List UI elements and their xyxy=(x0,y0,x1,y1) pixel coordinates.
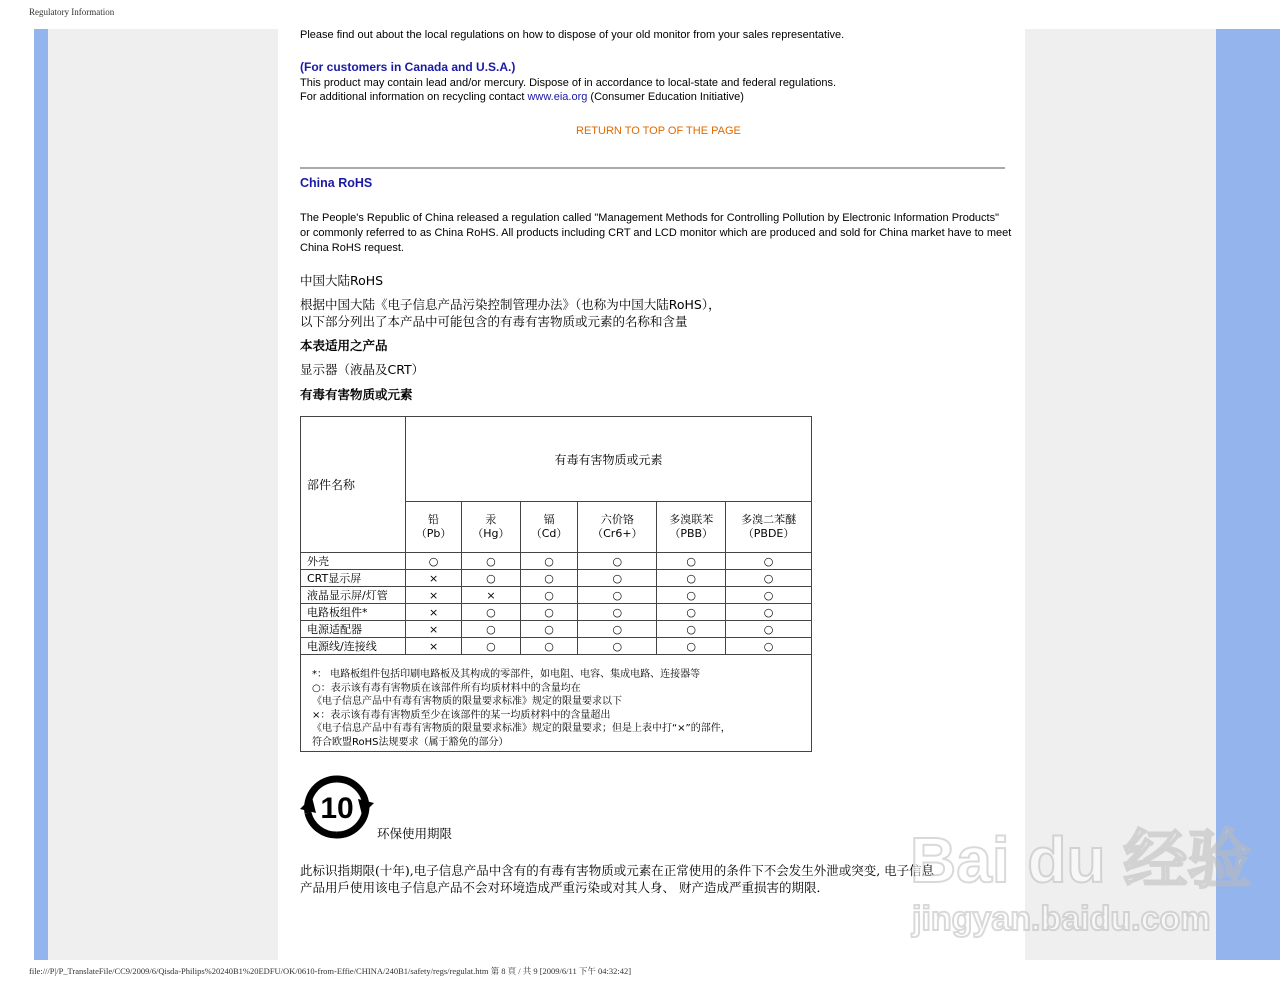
part-name-cell: 电源线/连接线 xyxy=(301,638,406,655)
mark-cell: ○ xyxy=(406,553,462,570)
return-to-top-link[interactable]: RETURN TO TOP OF THE PAGE xyxy=(576,125,741,137)
table-note-line: *： 电路板组件包括印刷电路板及其构成的零部件，如电阻、电容、集成电路、连接器等 xyxy=(312,669,701,680)
eia-link[interactable]: www.eia.org xyxy=(527,91,588,103)
mark-cell: ○ xyxy=(578,587,657,604)
table-note-line: ○：表示该有毒有害物质在该部件所有均质材料中的含量均在 xyxy=(312,682,581,694)
cn-product: 显示器（液晶及CRT） xyxy=(300,362,425,377)
mark-cell: ○ xyxy=(462,553,521,570)
disposal-text: Please find out about the local regulations on how to dispose of your old monitor from your sales representative. xyxy=(300,29,845,41)
mark-cell: × xyxy=(406,621,462,638)
substance-symbol: （Pb） xyxy=(415,527,452,540)
page-footer: file:///P|/P_TranslateFile/CC9/2009/6/Qisda-Philips%20240B1%20EDFU/OK/0610-from-Effie/CHINA/240B1/safety/regs/regulat.htm 第 8 頁 / 共 9 [2009/6/11 下午 04:32:42] xyxy=(29,966,632,976)
part-name-header: 部件名称 xyxy=(301,417,406,553)
cn-applies: 本表适用之产品 xyxy=(300,338,388,353)
mark-cell: ○ xyxy=(520,553,578,570)
part-name-cell: 电源适配器 xyxy=(301,621,406,638)
recycling-prefix: For additional information on recycling contact xyxy=(300,91,528,103)
substance-header xyxy=(406,502,462,553)
mark-cell: ○ xyxy=(657,621,726,638)
mark-cell: ○ xyxy=(520,587,578,604)
mark-cell: × xyxy=(406,587,462,604)
mark-cell: ○ xyxy=(657,553,726,570)
mark-cell: ○ xyxy=(657,570,726,587)
table-row xyxy=(301,553,812,570)
part-name-cell: CRT显示屏 xyxy=(301,570,406,587)
mark-cell: ○ xyxy=(578,638,657,655)
epup-logo-number: 10 xyxy=(320,792,354,825)
recycling-suffix: (Consumer Education Initiative) xyxy=(587,91,744,103)
table-body xyxy=(301,553,812,655)
part-name-cell: 外壳 xyxy=(301,553,406,570)
substance-symbol: （Hg） xyxy=(472,527,510,540)
mark-cell: × xyxy=(406,638,462,655)
mark-cell: × xyxy=(462,587,521,604)
rohs-para-1: The People's Republic of China released a regulation called "Management Methods for Controlling Pollution by Electronic Information Products" xyxy=(300,212,1000,224)
cn-intro-2: 以下部分列出了本产品中可能包含的有毒有害物质或元素的名称和含量 xyxy=(300,314,688,329)
table-row xyxy=(301,587,812,604)
mark-cell: ○ xyxy=(657,587,726,604)
substance-name: 多溴联苯 xyxy=(669,513,714,526)
mark-cell: ○ xyxy=(520,638,578,655)
page-header: Regulatory Information xyxy=(29,7,115,17)
substance-header xyxy=(462,502,521,553)
mark-cell: ○ xyxy=(726,553,812,570)
mark-cell: ○ xyxy=(578,570,657,587)
mark-cell: ○ xyxy=(462,621,521,638)
mark-cell: ○ xyxy=(520,621,578,638)
mark-cell: × xyxy=(406,604,462,621)
substance-name: 六价铬 xyxy=(600,513,634,526)
table-row xyxy=(301,570,812,587)
epup-desc-1: 此标识指期限(十年),电子信息产品中含有的有毒有害物质或元素在正常使用的条件下不会发生外泄或突变, 电子信息 xyxy=(300,863,935,878)
substance-name: 多溴二苯醚 xyxy=(741,513,797,526)
substance-header xyxy=(657,502,726,553)
table-note-line: 符合欧盟RoHS法规要求（属于豁免的部分） xyxy=(312,736,509,748)
canada-heading: (For customers in Canada and U.S.A.) xyxy=(300,60,516,74)
watermark-brand: Bai du 经验 xyxy=(910,824,1252,896)
mark-cell: ○ xyxy=(726,638,812,655)
section-divider xyxy=(300,167,1005,169)
substance-name: 镉 xyxy=(543,513,555,526)
table-row xyxy=(301,638,812,655)
mark-cell: ○ xyxy=(520,604,578,621)
epup-10-logo-icon xyxy=(300,773,374,839)
part-name-cell: 电路板组件* xyxy=(301,604,406,621)
part-name-cell: 液晶显示屏/灯管 xyxy=(301,587,406,604)
china-rohs-heading: China RoHS xyxy=(300,176,373,190)
mark-cell: ○ xyxy=(726,621,812,638)
mark-cell: ○ xyxy=(657,604,726,621)
cn-toxic-heading: 有毒有害物质或元素 xyxy=(300,387,413,402)
substance-name: 铅 xyxy=(428,513,440,526)
mark-cell: ○ xyxy=(462,604,521,621)
substance-symbol: （PBDE） xyxy=(742,527,795,540)
mark-cell: ○ xyxy=(462,570,521,587)
right-blue-bar xyxy=(1216,29,1280,960)
mercury-text: This product may contain lead and/or mercury. Dispose of in accordance to local-state and federal regulations. xyxy=(300,77,837,89)
substance-name: 汞 xyxy=(485,513,497,526)
watermark-domain: jingyan.baidu.com xyxy=(912,900,1211,938)
left-gray-panel xyxy=(48,29,278,960)
mark-cell: ○ xyxy=(657,638,726,655)
cn-intro-1: 根据中国大陆《电子信息产品污染控制管理办法》（也称为中国大陆RoHS）， xyxy=(300,297,721,312)
mark-cell: ○ xyxy=(726,604,812,621)
mark-cell: ○ xyxy=(578,553,657,570)
substance-header xyxy=(726,502,812,553)
epup-label: 环保使用期限 xyxy=(377,826,453,841)
substance-symbol: （PBB） xyxy=(669,527,714,540)
right-gray-panel xyxy=(1025,29,1216,960)
mark-cell: ○ xyxy=(520,570,578,587)
mark-cell: ○ xyxy=(578,604,657,621)
mark-cell: ○ xyxy=(462,638,521,655)
mark-cell: ○ xyxy=(578,621,657,638)
toxic-group-header: 有毒有害物质或元素 xyxy=(406,417,812,502)
mark-cell: ○ xyxy=(726,570,812,587)
table-note-line: 《电子信息产品中有毒有害物质的限量要求标准》规定的限量要求；但是上表中打“×”的部件， xyxy=(312,723,731,734)
substance-header xyxy=(520,502,578,553)
recycling-text xyxy=(300,90,744,105)
table-note-line: ×：表示该有毒有害物质至少在该部件的某一均质材料中的含量超出 xyxy=(312,709,611,721)
cn-rohs-title: 中国大陆RoHS xyxy=(300,273,384,288)
substance-header xyxy=(578,502,657,553)
substance-symbol: （Cr6+） xyxy=(592,527,643,540)
rohs-para-3: China RoHS request. xyxy=(300,242,404,254)
rohs-para-2: or commonly referred to as China RoHS. All products including CRT and LCD monitor which are produced and sold for China market have to meet xyxy=(300,227,1012,239)
epup-desc-2: 产品用戶使用该电子信息产品不会对环境造成严重污染或对其人身、 财产造成严重损害的期限． xyxy=(300,880,829,895)
mark-cell: × xyxy=(406,570,462,587)
left-blue-bar xyxy=(34,29,48,960)
table-row xyxy=(301,621,812,638)
substance-symbol: （Cd） xyxy=(530,527,568,540)
mark-cell: ○ xyxy=(726,587,812,604)
table-note-line: 《电子信息产品中有毒有害物质的限量要求标准》规定的限量要求以下 xyxy=(312,696,622,707)
table-row xyxy=(301,604,812,621)
